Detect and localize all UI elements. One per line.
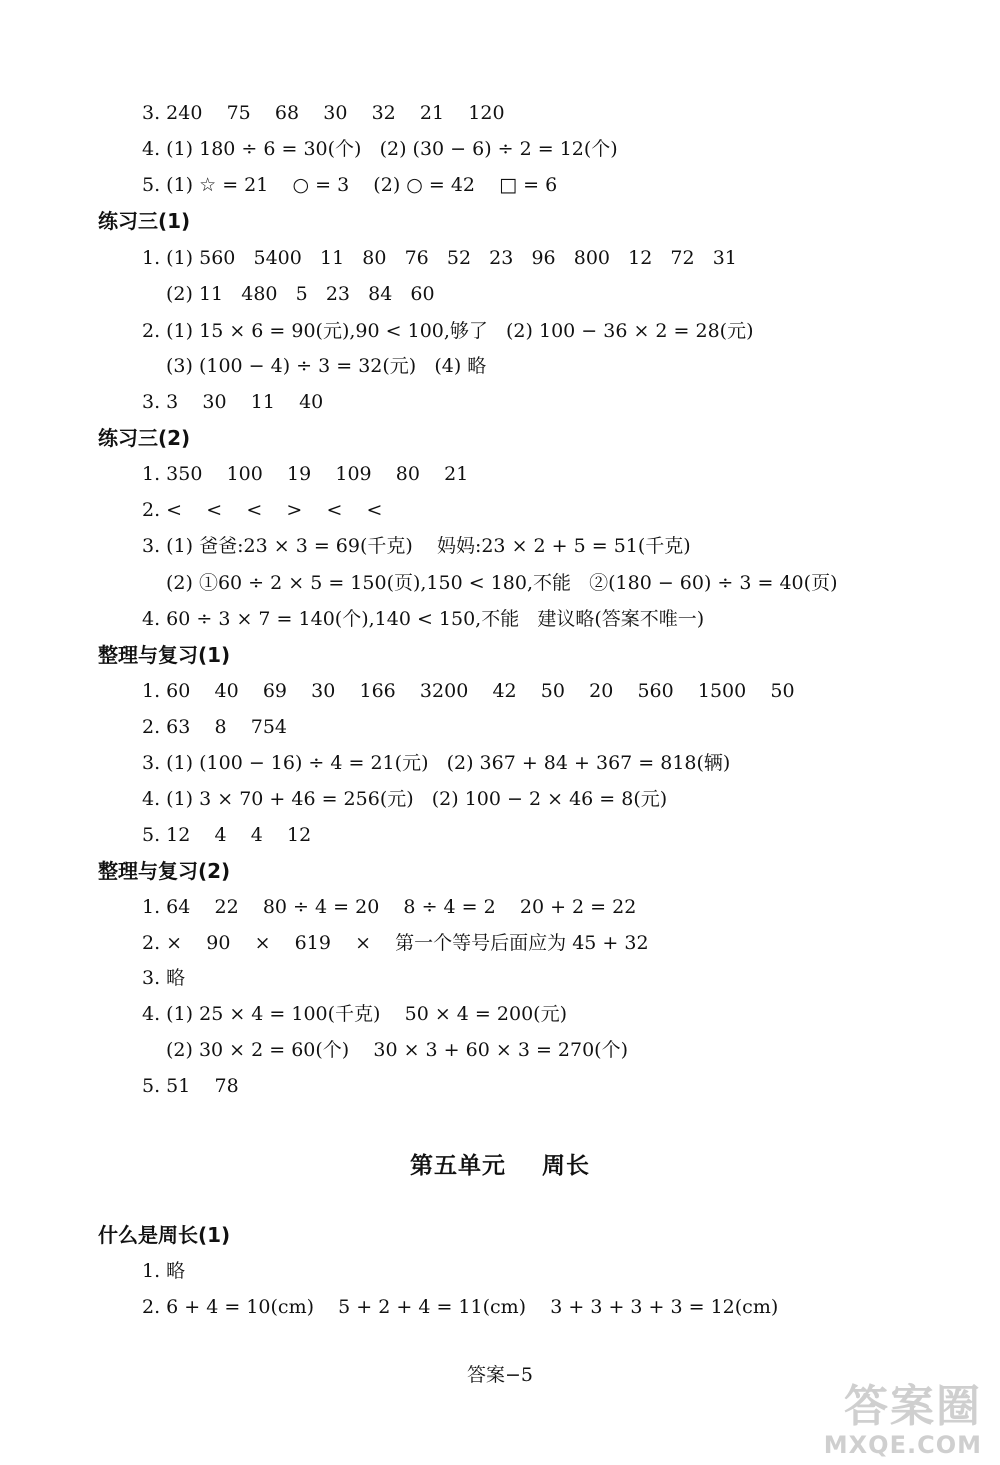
answer-line: 3. 240 75 68 30 32 21 120 <box>142 102 505 124</box>
answer-line: 3. (1) 爸爸:23 × 3 = 69(千克) 妈妈:23 × 2 + 5 = 51(千克) <box>142 535 691 557</box>
answer-line: 5. (1) ☆ = 21 ○ = 3 (2) ○ = 42 □ = 6 <box>142 174 558 196</box>
section-heading: 练习三(1) <box>98 209 191 233</box>
page-number: 答案−5 <box>466 1364 533 1386</box>
answer-line: 4. (1) 25 × 4 = 100(千克) 50 × 4 = 200(元) <box>142 1003 567 1025</box>
answer-line: 1. 略 <box>142 1260 186 1282</box>
answer-line: (2) 11 480 5 23 84 60 <box>166 283 435 305</box>
answer-line: 1. 64 22 80 ÷ 4 = 20 8 ÷ 4 = 2 20 + 2 = 22 <box>142 896 637 918</box>
answer-line: 1. (1) 560 5400 11 80 76 52 23 96 800 12 72 31 <box>142 247 737 269</box>
answer-line: 4. (1) 180 ÷ 6 = 30(个) (2) (30 − 6) ÷ 2 = 12(个) <box>142 138 618 160</box>
watermark <box>824 1383 982 1459</box>
answer-line: 2. 6 + 4 = 10(cm) 5 + 2 + 4 = 11(cm) 3 + 3 + 3 + 3 = 12(cm) <box>142 1296 779 1318</box>
answer-line: 3. (1) (100 − 16) ÷ 4 = 21(元) (2) 367 + 84 + 367 = 818(辆) <box>142 752 731 774</box>
watermark-logo: 答案圈 <box>844 1381 982 1432</box>
answer-line: 1. 60 40 69 30 166 3200 42 50 20 560 1500 50 <box>142 680 795 702</box>
section-heading: 整理与复习(1) <box>98 643 231 667</box>
answer-line: 5. 12 4 4 12 <box>142 824 312 846</box>
answer-line: 2. 63 8 754 <box>142 716 288 738</box>
answer-line: 4. (1) 3 × 70 + 46 = 256(元) (2) 100 − 2 × 46 = 8(元) <box>142 788 668 810</box>
answer-line: 3. 3 30 11 40 <box>142 391 324 413</box>
answer-line: (2) 30 × 2 = 60(个) 30 × 3 + 60 × 3 = 270(个) <box>166 1039 628 1061</box>
watermark-site: MXQE.COM <box>823 1431 982 1459</box>
section-heading: 什么是周长(1) <box>98 1223 231 1247</box>
answer-line: 2. (1) 15 × 6 = 90(元),90 < 100,够了 (2) 100 − 36 × 2 = 28(元) <box>142 320 754 342</box>
answer-line: 5. 51 78 <box>142 1075 239 1097</box>
answer-line: 2. × 90 × 619 × 第一个等号后面应为 45 + 32 <box>142 932 649 954</box>
answer-line: 3. 略 <box>142 967 186 989</box>
answer-line: (3) (100 − 4) ÷ 3 = 32(元) (4) 略 <box>166 355 487 377</box>
unit-title: 第五单元 周长 <box>409 1153 591 1179</box>
section-heading: 练习三(2) <box>98 426 191 450</box>
answer-line: (2) ①60 ÷ 2 × 5 = 150(页),150 < 180,不能 ②(180 − 60) ÷ 3 = 40(页) <box>166 572 838 594</box>
section-heading: 整理与复习(2) <box>98 859 231 883</box>
answer-line: 4. 60 ÷ 3 × 7 = 140(个),140 < 150,不能 建议略(答案不唯一) <box>142 608 705 630</box>
answer-line: 1. 350 100 19 109 80 21 <box>142 463 469 485</box>
answer-line: 2. < < < > < < <box>142 499 383 521</box>
